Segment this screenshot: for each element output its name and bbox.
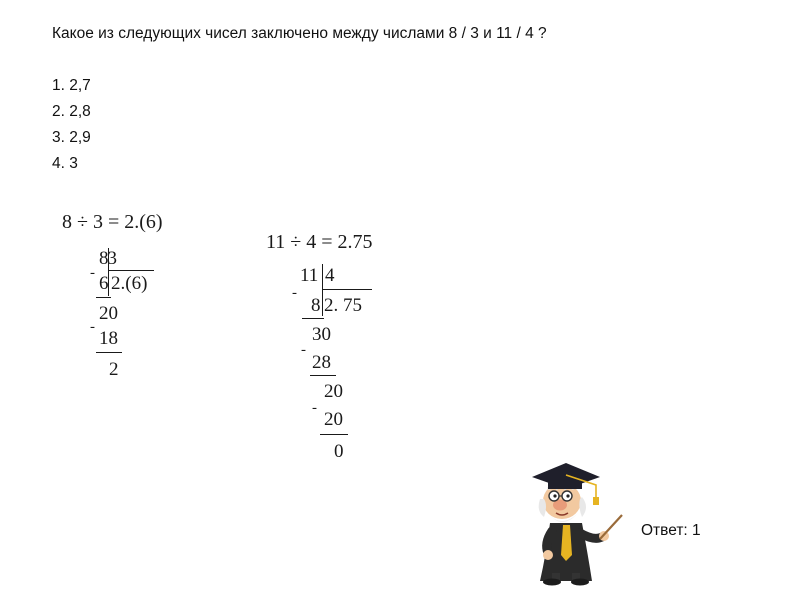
remainder-value: 20 xyxy=(99,303,118,324)
quotient: 2.(6) xyxy=(111,273,148,294)
subtracted-value: 6 xyxy=(99,273,109,294)
subtraction-line xyxy=(302,318,324,319)
option-4: 4. 3 xyxy=(52,155,78,172)
subtraction-line xyxy=(310,375,336,376)
division-bracket-horizontal xyxy=(108,270,154,271)
subtraction-line xyxy=(96,297,111,298)
remainder-value: 0 xyxy=(334,441,344,462)
division-bracket-horizontal xyxy=(322,289,372,290)
subtraction-line xyxy=(320,434,348,435)
remainder-value: 30 xyxy=(312,324,331,345)
divisor: 4 xyxy=(325,265,335,286)
remainder-value: 2 xyxy=(109,359,119,380)
subtraction-line xyxy=(96,352,122,353)
minus-sign: - xyxy=(301,342,306,358)
option-1: 1. 2,7 xyxy=(52,77,91,94)
answer-options-list xyxy=(52,73,91,177)
subtracted-value: 20 xyxy=(324,409,343,430)
professor-mascot-illustration xyxy=(510,455,625,587)
division-equation: 11 ÷ 4 = 2.75 xyxy=(266,231,373,253)
option-2: 2. 2,8 xyxy=(52,103,91,120)
minus-sign: - xyxy=(312,400,317,416)
dividend-and-divisor: 83 xyxy=(99,248,116,269)
subtracted-value: 18 xyxy=(99,328,118,349)
option-3: 3. 2,9 xyxy=(52,129,91,146)
minus-sign: - xyxy=(90,265,95,281)
subtracted-value: 8 xyxy=(311,295,321,316)
answer-text: Ответ: 1 xyxy=(641,522,701,539)
division-bracket-vertical xyxy=(322,264,323,316)
quotient: 2. 75 xyxy=(324,295,362,316)
question-text: Какое из следующих чисел заключено между числами 8 / 3 и 11 / 4 ? xyxy=(52,25,547,42)
long-division-11-by-4 xyxy=(262,228,412,468)
subtracted-value: 28 xyxy=(312,352,331,373)
remainder-value: 20 xyxy=(324,381,343,402)
minus-sign: - xyxy=(292,285,297,301)
minus-sign: - xyxy=(90,319,95,335)
dividend: 11 xyxy=(300,265,319,286)
division-equation: 8 ÷ 3 = 2.(6) xyxy=(62,211,163,233)
long-division-8-by-3 xyxy=(52,212,202,387)
